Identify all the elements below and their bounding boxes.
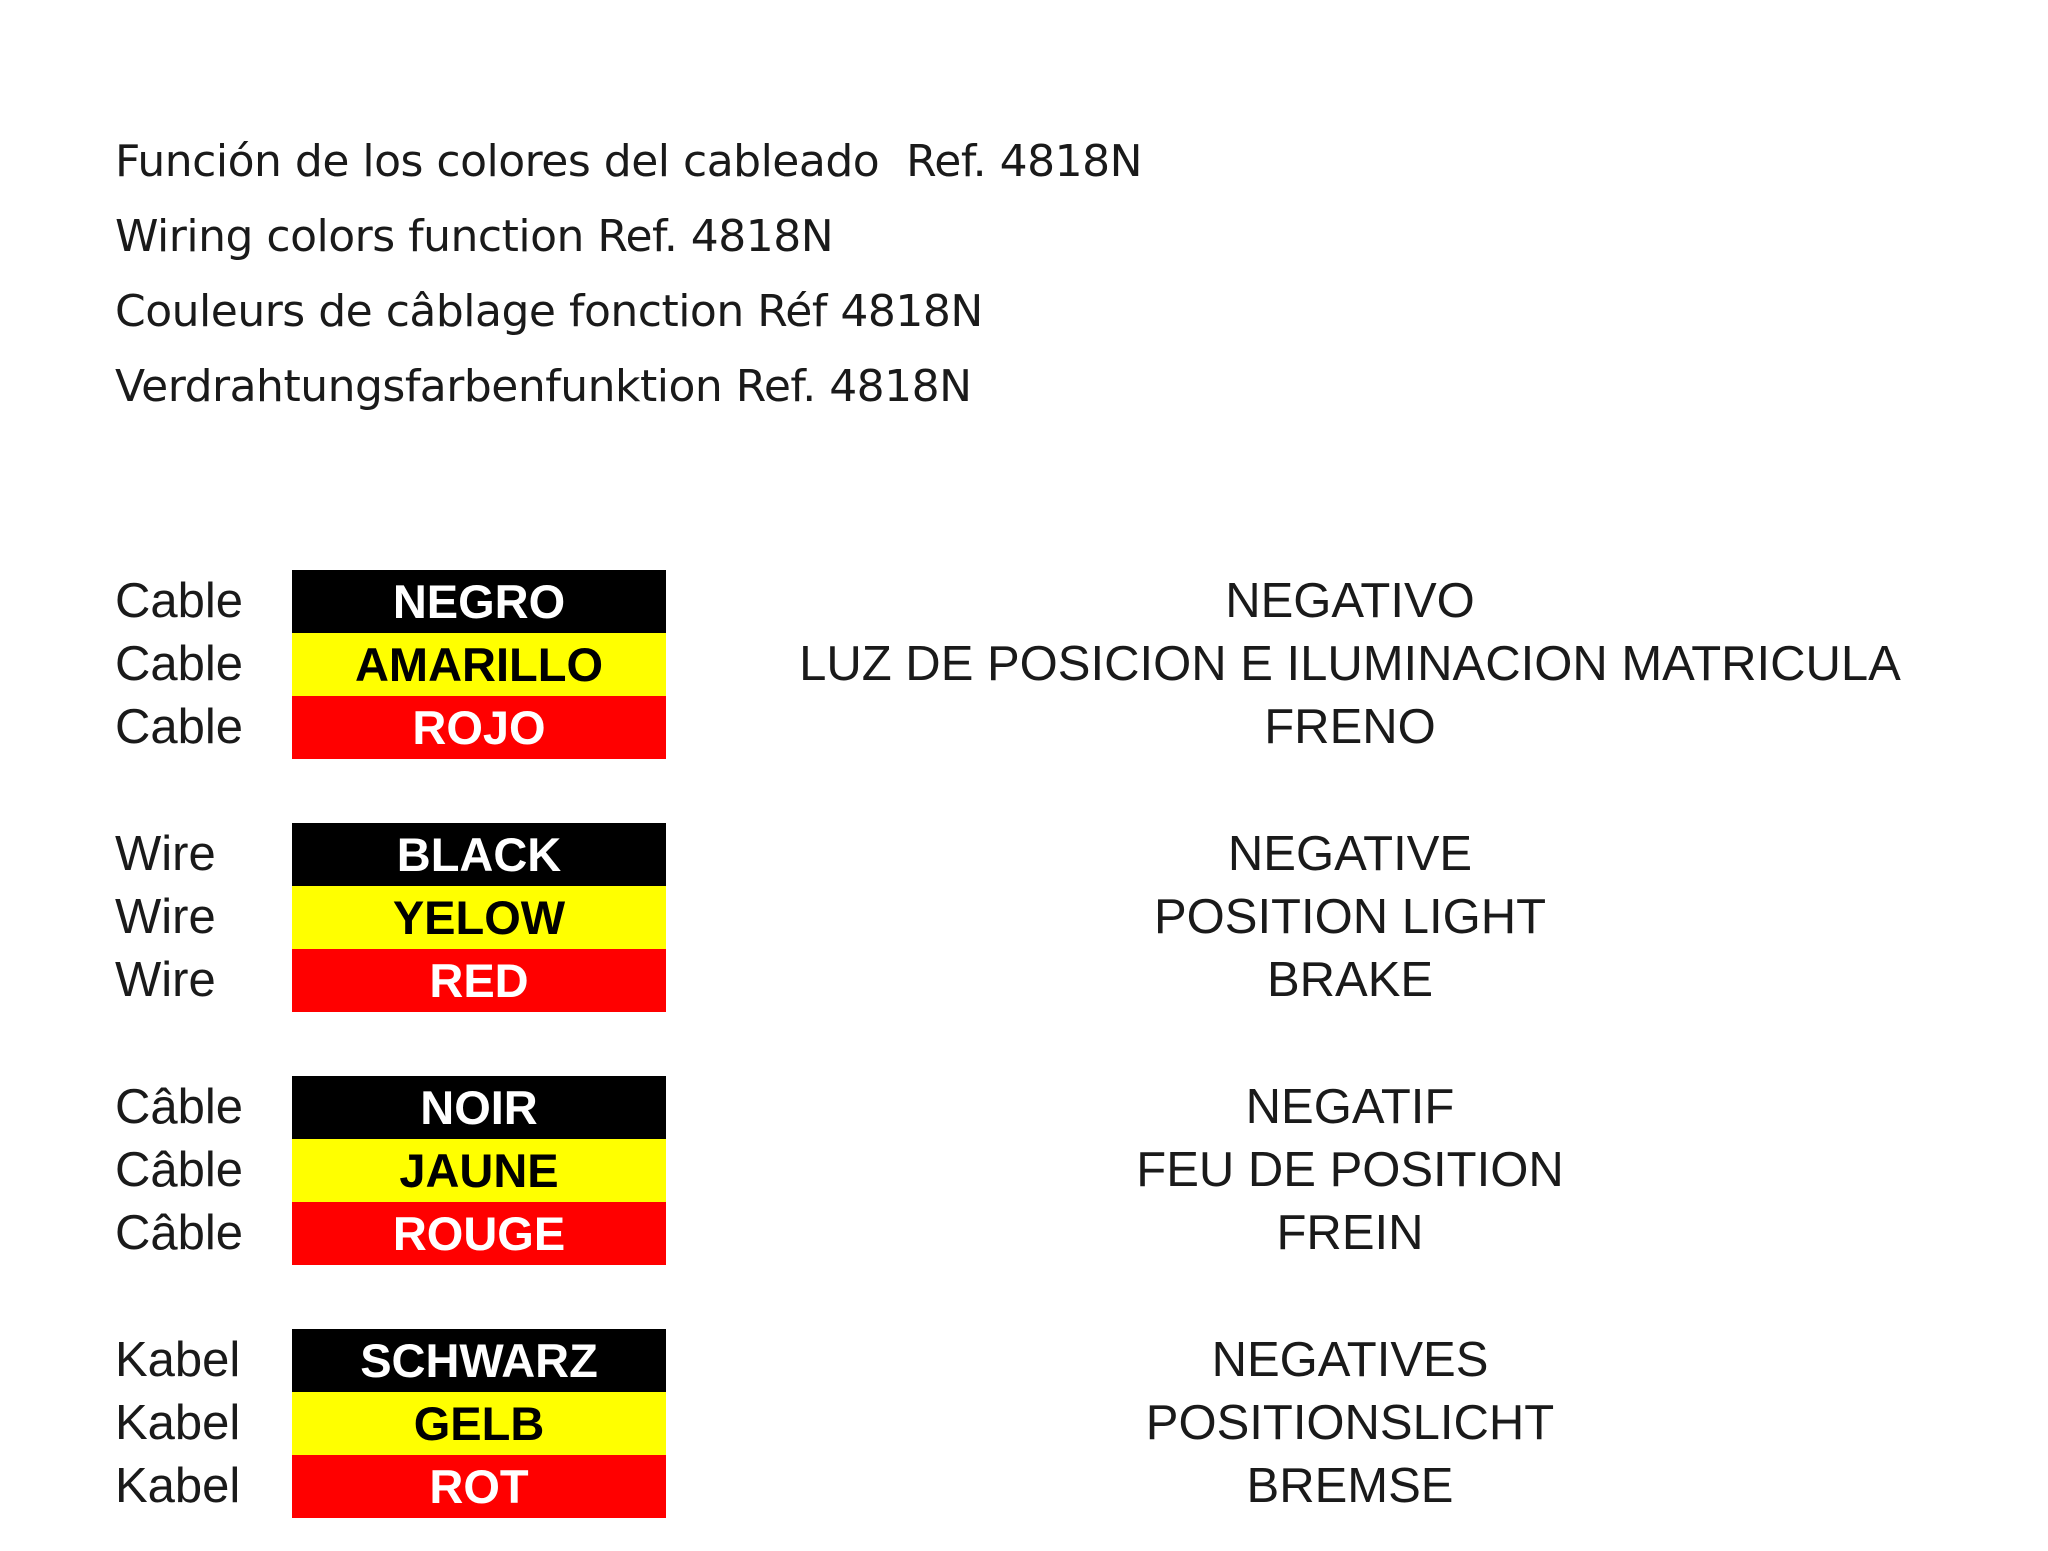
wire-label: Cable [115,574,244,628]
wire-label: Cable [115,637,244,691]
wire-label: Kabel [115,1333,241,1387]
wire-function: NEGATIF [1245,1080,1455,1134]
wire-label: Câble [115,1143,244,1197]
wiring-group-english [0,823,2048,1013]
color-swatch-yellow: GELB [292,1392,666,1455]
wire-label: Cable [115,700,244,754]
wire-function: FRENO [1264,700,1436,754]
wire-function: FEU DE POSITION [1136,1143,1564,1197]
wiring-row [0,633,2048,696]
wire-function: NEGATIVES [1211,1333,1489,1387]
wiring-group-spanish [0,570,2048,760]
wire-label: Kabel [115,1459,241,1513]
color-swatch-red: RED [292,949,666,1012]
wire-label: Wire [115,890,216,944]
wire-function: POSITION LIGHT [1153,890,1547,944]
wire-function: POSITIONSLICHT [1145,1396,1555,1450]
wiring-row [0,886,2048,949]
wiring-row [0,1202,2048,1265]
wiring-row [0,1139,2048,1202]
wiring-group-german [0,1329,2048,1519]
wire-function: FREIN [1276,1206,1424,1260]
title-french: Couleurs de câblage fonction Réf 4818N [115,286,983,337]
title-spanish: Función de los colores del cableado Ref. 4818N [115,136,1142,187]
wire-label: Wire [115,827,216,881]
wiring-row [0,1329,2048,1392]
wire-function: NEGATIVO [1225,574,1475,628]
wire-function: BRAKE [1266,953,1434,1007]
wiring-row [0,1455,2048,1518]
wiring-group-french [0,1076,2048,1266]
wire-function: BREMSE [1246,1459,1454,1513]
color-swatch-yellow: AMARILLO [292,633,666,696]
color-swatch-black: NEGRO [292,570,666,633]
wire-function: NEGATIVE [1227,827,1473,881]
color-swatch-black: BLACK [292,823,666,886]
color-swatch-red: ROT [292,1455,666,1518]
wiring-row [0,570,2048,633]
color-swatch-yellow: YELOW [292,886,666,949]
wire-label: Câble [115,1080,244,1134]
color-swatch-black: SCHWARZ [292,1329,666,1392]
wire-label: Kabel [115,1396,241,1450]
color-swatch-yellow: JAUNE [292,1139,666,1202]
wire-function: LUZ DE POSICION E ILUMINACION MATRICULA [799,637,1901,691]
color-swatch-black: NOIR [292,1076,666,1139]
wiring-row [0,696,2048,759]
wire-label: Wire [115,953,216,1007]
color-swatch-red: ROUGE [292,1202,666,1265]
wiring-row [0,1076,2048,1139]
wiring-row [0,1392,2048,1455]
wiring-row [0,823,2048,886]
wire-label: Câble [115,1206,244,1260]
document-titles [115,124,1142,424]
title-english: Wiring colors function Ref. 4818N [115,211,834,262]
color-swatch-red: ROJO [292,696,666,759]
title-german: Verdrahtungsfarbenfunktion Ref. 4818N [115,361,972,412]
wiring-row [0,949,2048,1012]
